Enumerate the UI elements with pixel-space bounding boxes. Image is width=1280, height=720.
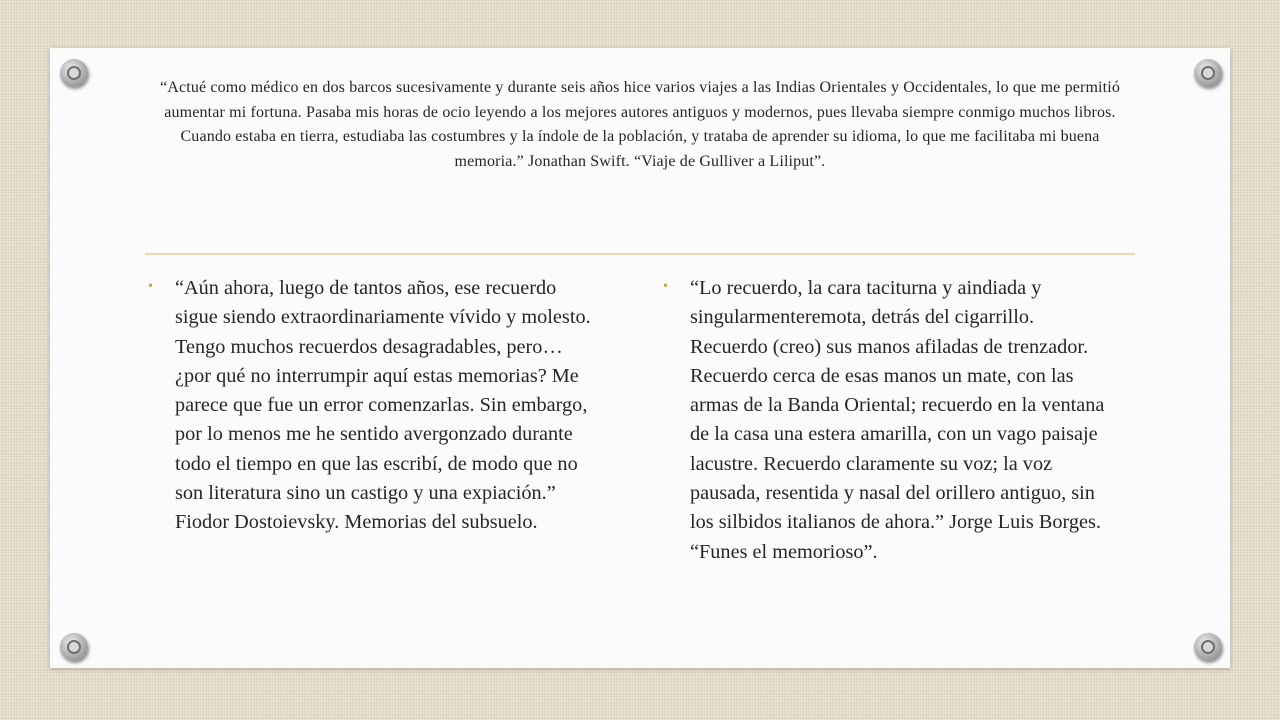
bullet-text: “Lo recuerdo, la cara taciturna y aindiada y singularmenteremota, detrás del cigarrillo. Recuerdo (creo) sus manos afiladas de trenzador. Recuerdo cerca de esas manos un mate, con las armas de la Banda Oriental; recuerdo en la ventana de la casa una estera amarilla, con un vago paisaje lacustre. Recuerdo claramente su voz; la voz pausada, resentida y nasal del orillero antiguo, sin los silbidos italianos de ahora.” Jorge Luis Borges. “Funes el memorioso”. [690, 277, 1105, 563]
pushpin-icon [1194, 633, 1222, 661]
slide-title-quote: “Actué como médico en dos barcos sucesivamente y durante seis años hice varios viajes a las Indias Orientales y Occidentales, lo que me permitió aumentar mi fortuna. Pasaba mis horas de ocio leyendo a los mejores autores antiguos y modernos, pues llevaba siempre conmigo muchos libros. Cuando estaba en tierra, estudiaba las costumbres y la índole de la población, y trataba de aprender su idioma, lo que me facilitaba mi buena memoria.” Jonathan Swift. “Viaje de Gulliver a Liliput”. [160, 79, 1120, 170]
bullet-text: “Aún ahora, luego de tantos años, ese recuerdo sigue siendo extraordinariamente vívido y molesto. Tengo muchos recuerdos desagradables, pero…¿por qué no interrumpir aquí estas memorias? Me parece que fue un error comenzarlas. Sin embargo, por lo menos me he sentido avergonzado durante todo el tiempo en que las escribí, de modo que no son literatura sino un castigo y una expiación.” Fiodor Dostoievsky. Memorias del subsuelo. [175, 277, 591, 534]
pushpin-icon [1194, 59, 1222, 87]
divider-line [145, 253, 1135, 255]
pushpin-icon [60, 59, 88, 87]
pushpin-icon [60, 633, 88, 661]
left-column [148, 274, 598, 538]
bullet-item-borges [663, 274, 1113, 567]
bullet-icon: • [148, 279, 153, 294]
right-column [663, 274, 1113, 567]
bullet-item-dostoievsky [148, 274, 598, 538]
bullet-icon: • [663, 279, 668, 294]
